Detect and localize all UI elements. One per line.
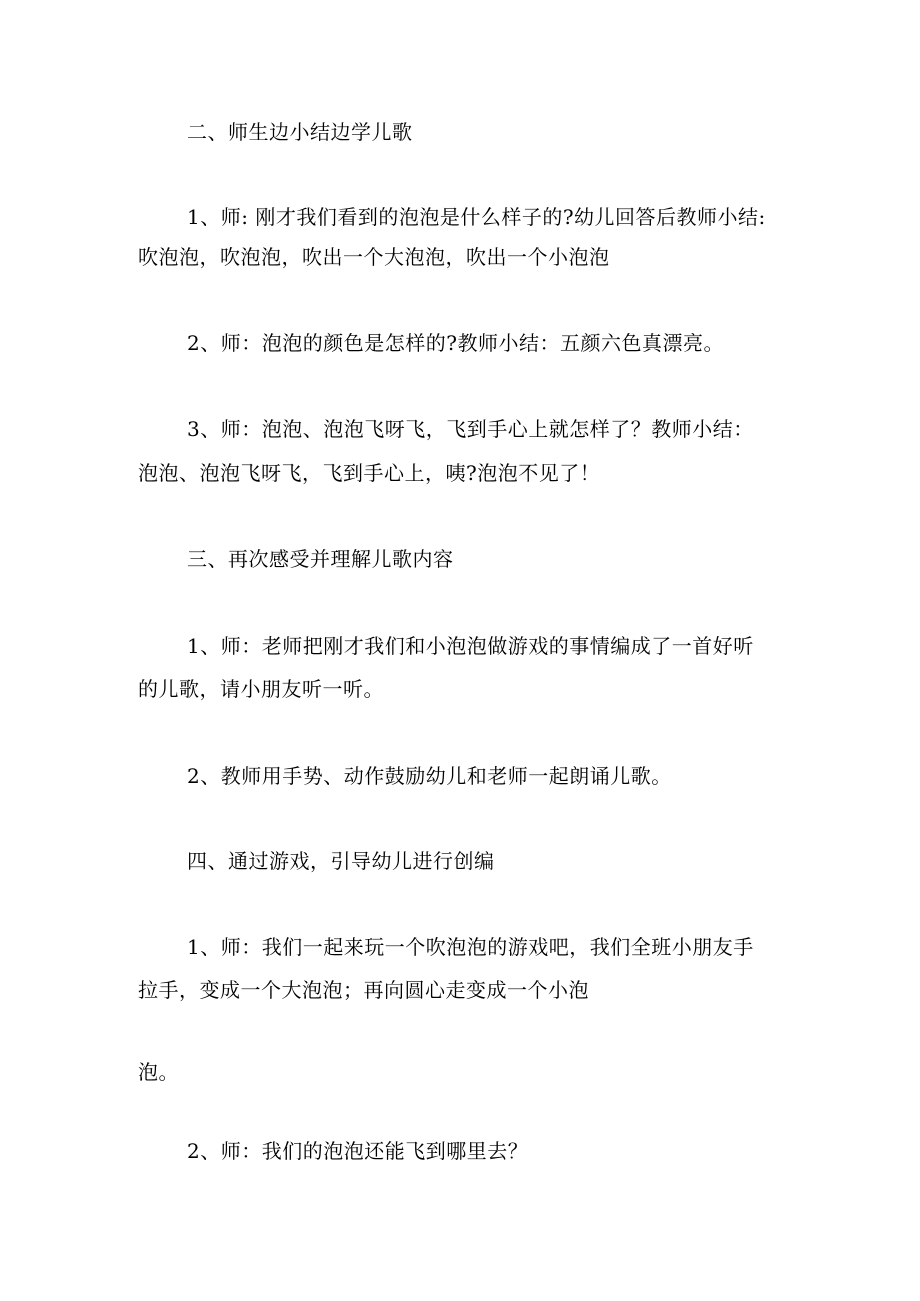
paragraph-3-1-line-2: 的儿歌，请小朋友听一听。 xyxy=(138,677,384,701)
paragraph-2-1-line-2: 吹泡泡，吹泡泡，吹出一个大泡泡，吹出一个小泡泡 xyxy=(138,245,610,269)
paragraph-4-1-line-1: 1、师：我们一起来玩一个吹泡泡的游戏吧，我们全班小朋友手 xyxy=(187,935,754,959)
paragraph-2-1-line-1: 1、师: 刚才我们看到的泡泡是什么样子的?幼儿回答后教师小结: xyxy=(187,205,766,229)
section-heading-4: 四、通过游戏，引导幼儿进行创编 xyxy=(187,849,495,873)
paragraph-3-2-line-1: 2、教师用手势、动作鼓励幼儿和老师一起朗诵儿歌。 xyxy=(187,764,672,788)
section-heading-2: 二、师生边小结边学儿歌 xyxy=(187,120,413,144)
paragraph-4-1-line-2: 拉手，变成一个大泡泡；再向圆心走变成一个小泡 xyxy=(138,978,589,1002)
paragraph-3-1-line-1: 1、师：老师把刚才我们和小泡泡做游戏的事情编成了一首好听 xyxy=(187,634,754,658)
paragraph-2-3-line-1: 3、师：泡泡、泡泡飞呀飞，飞到手心上就怎样了？教师小结： xyxy=(187,417,754,441)
paragraph-4-1-line-3: 泡。 xyxy=(138,1060,179,1084)
section-heading-3: 三、再次感受并理解儿歌内容 xyxy=(187,547,454,571)
paragraph-2-3-line-2: 泡泡、泡泡飞呀飞，飞到手心上，咦?泡泡不见了！ xyxy=(138,461,601,485)
paragraph-4-2-line-1: 2、师：我们的泡泡还能飞到哪里去？ xyxy=(187,1139,529,1163)
paragraph-2-2-line-1: 2、师：泡泡的颜色是怎样的?教师小结：五颜六色真漂亮。 xyxy=(187,331,724,355)
